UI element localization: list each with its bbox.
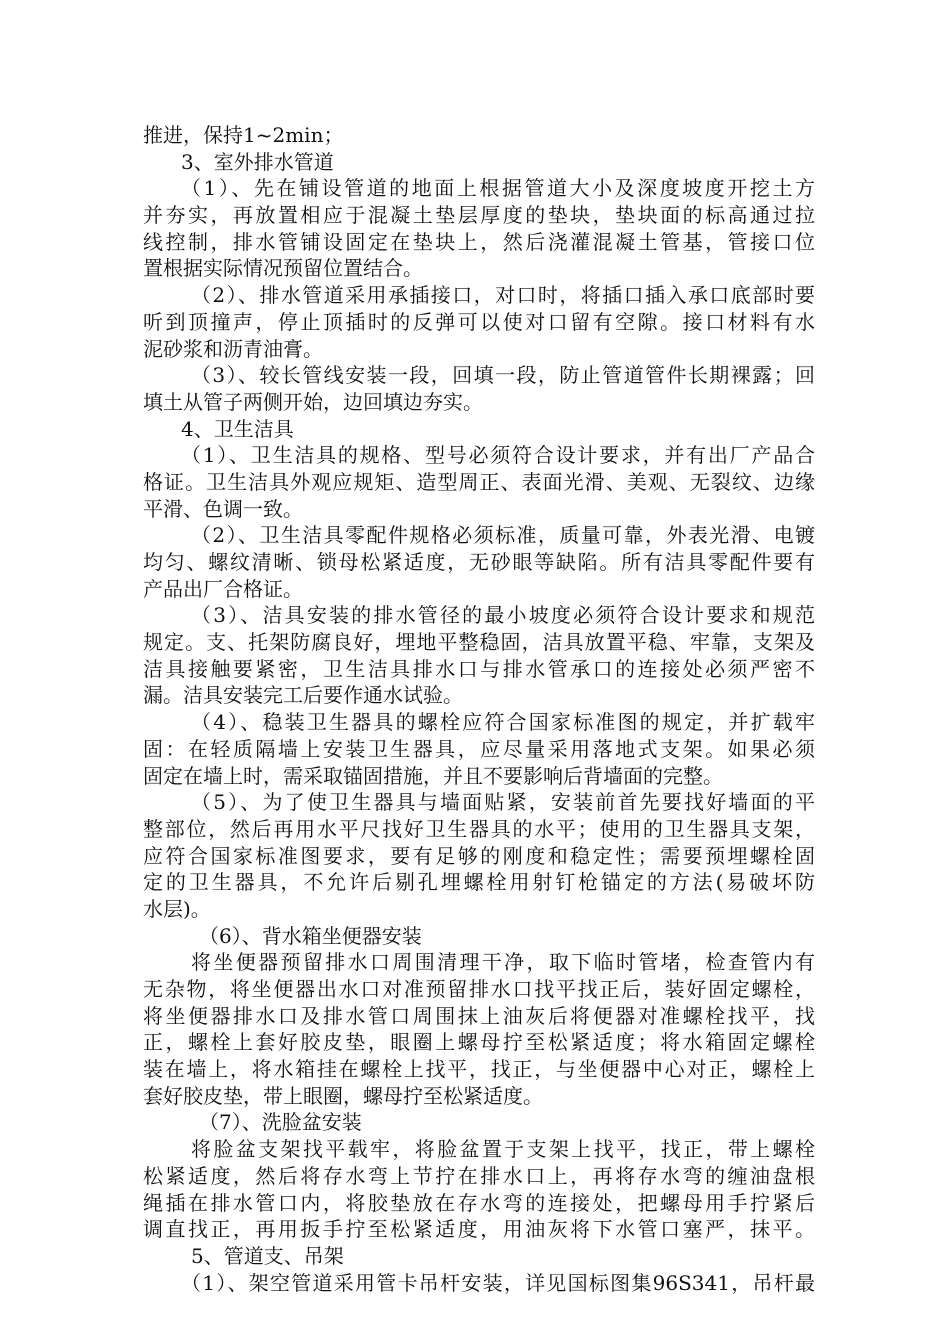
text-line: 整部位，然后再用水平尺找好卫生器具的水平；使用的卫生器具支架， [143, 816, 815, 841]
text-line: （7）、洗脸盆安装 [199, 1110, 362, 1135]
text-line: （1）、架空管道采用管卡吊杆安装，详见国标图集96S341，吊杆最 [181, 1270, 815, 1295]
text-line: 均匀、螺纹清晰、锁母松紧适度，无砂眼等缺陷。所有洁具零配件要有 [143, 550, 815, 574]
text-line: （4）、稳装卫生器具的螺栓应符合国家标准图的规定，并扩载牢 [191, 710, 815, 735]
text-line: 水层)。 [143, 896, 211, 921]
text-line: 将脸盆支架找平载牢，将脸盆置于支架上找平，找正，带上螺栓 [191, 1137, 815, 1162]
text-line: 固：在轻质隔墙上安装卫生器具，应尽量采用落地式支架。如果必须 [143, 736, 815, 761]
text-line: 应符合国家标准图要求，要有足够的刚度和稳定性；需要预埋螺栓固 [143, 843, 815, 868]
text-line: 填土从管子两侧开始，边回填边夯实。 [143, 389, 483, 414]
text-line: 产品出厂合格证。 [143, 576, 303, 601]
text-line: 正，螺栓上套好胶皮垫，眼圈上螺母拧至松紧适度；将水箱固定螺栓 [143, 1030, 815, 1055]
text-line: 装在墙上，将水箱挂在螺栓上找平，找正，与坐便器中心对正，螺栓上 [143, 1057, 815, 1082]
text-line: 定的卫生器具，不允许后剔孔埋螺栓用射钉枪锚定的方法(易破坏防 [143, 870, 815, 895]
text-line: （1）、卫生洁具的规格、型号必须符合设计要求，并有出厂产品合 [181, 443, 815, 468]
text-line: 泥砂浆和沥青油膏。 [143, 336, 323, 361]
text-line: 线控制，排水管铺设固定在垫块上，然后浇灌混凝土管基，管接口位 [143, 229, 815, 254]
text-line: （3）、较长管线安装一段，回填一段，防止管道管件长期裸露；回 [191, 363, 815, 388]
text-line: 推进，保持1~2min； [143, 123, 344, 147]
text-line: （2）、排水管道采用承插接口，对口时，将插口插入承口底部时要 [191, 283, 815, 308]
text-line: 无杂物，将坐便器出水口对准预留排水口找平找正后，装好固定螺栓， [143, 977, 815, 1001]
text-line: 规定。支、托架防腐良好，埋地平整稳固，洁具放置平稳、牢靠，支架及 [143, 630, 815, 655]
text-line: （3）、洁具安装的排水管径的最小坡度必须符合设计要求和规范 [191, 603, 815, 628]
text-line: 并夯实，再放置相应于混凝土垫层厚度的垫块，垫块面的标高通过拉 [143, 203, 815, 228]
text-line: 4、卫生洁具 [181, 416, 294, 441]
document-body [143, 122, 815, 1296]
text-line: 松紧适度，然后将存水弯上节拧在排水口上，再将存水弯的缠油盘根 [143, 1163, 815, 1188]
text-line: （6）、背水箱坐便器安装 [199, 923, 422, 948]
text-line: 漏。洁具安装完工后要作通水试验。 [143, 683, 463, 708]
text-line: 格证。卫生洁具外观应规矩、造型周正、表面光滑、美观、无裂纹、边缘 [143, 469, 815, 494]
text-line: 置根据实际情况预留位置结合。 [143, 256, 423, 281]
text-line: 洁具接触要紧密，卫生洁具排水口与排水管承口的连接处必须严密不 [143, 656, 815, 681]
text-line: 5、管道支、吊架 [191, 1243, 344, 1268]
text-line: （1）、先在铺设管道的地面上根据管道大小及深度坡度开挖土方 [181, 176, 815, 201]
text-line: （5）、为了使卫生器具与墙面贴紧，安装前首先要找好墙面的平 [191, 790, 815, 815]
text-line: 调直找正，再用扳手拧至松紧适度，用油灰将下水管口塞严，抹平。 [143, 1217, 815, 1242]
text-line: （2）、卫生洁具零配件规格必须标准，质量可靠，外表光滑、电镀 [191, 523, 815, 548]
text-line: 绳插在排水管口内，将胶垫放在存水弯的连接处，把螺母用手拧紧后 [143, 1190, 815, 1215]
text-line: 固定在墙上时，需采取锚固措施，并且不要影响后背墙面的完整。 [143, 763, 723, 788]
text-line: 平滑、色调一致。 [143, 496, 303, 521]
text-line: 3、室外排水管道 [181, 149, 334, 174]
text-line: 将坐便器预留排水口周围清理干净，取下临时管堵，检查管内有 [191, 950, 815, 975]
text-line: 将坐便器排水口及排水管口周围抹上油灰后将便器对准螺栓找平，找 [143, 1003, 815, 1028]
text-line: 套好胶皮垫，带上眼圈，螺母拧至松紧适度。 [143, 1083, 543, 1108]
text-line: 听到顶撞声，停止顶插时的反弹可以使对口留有空隙。接口材料有水 [143, 309, 815, 334]
